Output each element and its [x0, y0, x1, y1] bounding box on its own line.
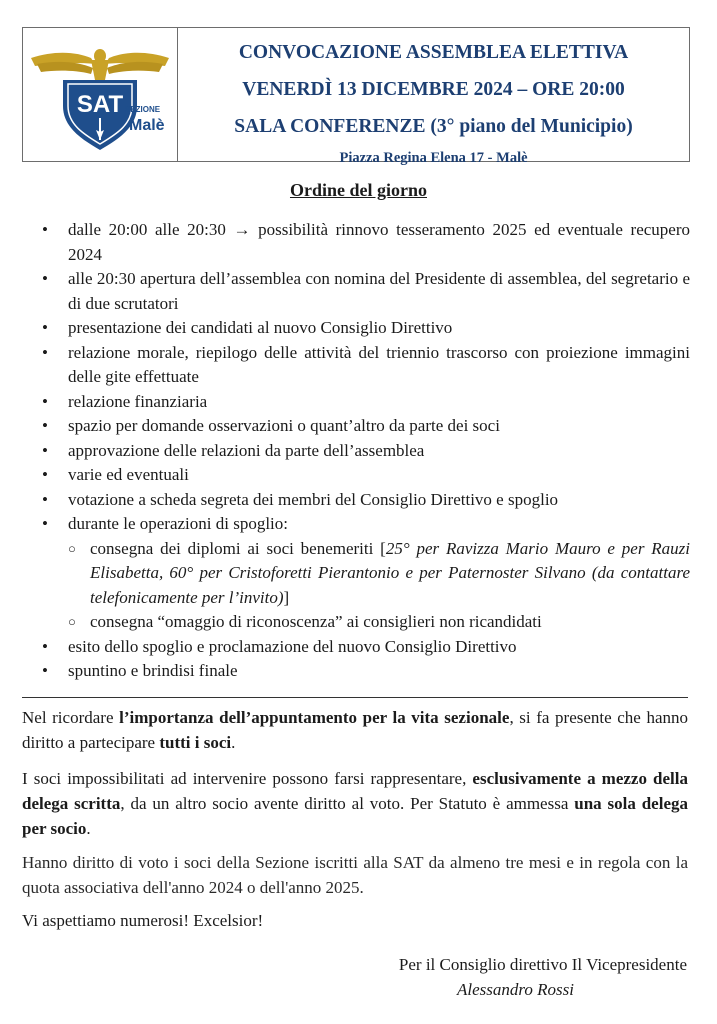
bullet-icon: •	[42, 220, 48, 239]
agenda-item	[42, 659, 690, 684]
agenda-item	[42, 463, 690, 488]
circle-bullet-icon: ○	[68, 614, 76, 629]
agenda-item-text: dalle 20:00 alle 20:30 → possibilità rinnovo tesseramento 2025 ed eventuale recupero 2024	[68, 220, 690, 264]
subitem-text: consegna dei diplomi ai soci benemeriti [	[90, 538, 386, 558]
header-title-venue: SALA CONFERENZE (3° piano del Municipio)	[234, 116, 633, 137]
subitem-text: consegna “omaggio di riconoscenza” ai consiglieri non ricandidati	[90, 612, 542, 631]
bullet-icon: •	[42, 318, 48, 337]
bullet-icon: •	[42, 636, 48, 656]
agenda-list	[42, 218, 690, 684]
agenda-item	[42, 414, 690, 439]
bullet-icon: •	[42, 489, 48, 509]
agenda-item-text: varie ed eventuali	[68, 465, 189, 484]
paragraph-closing: Vi aspettiamo numerosi! Excelsior!	[22, 911, 264, 930]
agenda-item-text: relazione finanziaria	[68, 391, 208, 411]
header-titles	[178, 28, 689, 166]
subitem-end: ]	[283, 587, 290, 607]
logo-place: Malè	[129, 117, 165, 134]
agenda-item	[42, 390, 690, 415]
text-run: , da un altro socio avente diritto al voto. Per Statuto è ammessa	[120, 794, 575, 813]
bullet-icon: •	[42, 514, 48, 533]
paragraph-delegation	[22, 766, 688, 841]
header-title-line1: CONVOCAZIONE ASSEMBLEA ELETTIVA	[238, 42, 629, 63]
divider-line	[22, 697, 688, 698]
bullet-icon: •	[42, 440, 48, 460]
agenda-item-text: durante le operazioni di spoglio:	[68, 514, 288, 533]
circle-bullet-icon: ○	[68, 540, 76, 556]
agenda-item-text: alle 20:30 apertura dell’assemblea con nomina del Presidente di assemblea, del segretario e di due scrutatori	[68, 269, 690, 313]
agenda-item-text: approvazione delle relazioni da parte dell’assemblea	[68, 440, 425, 460]
header-title-date: VENERDÌ 13 DICEMBRE 2024 – ORE 20:00	[242, 79, 625, 100]
paragraph-voting-rights: Hanno diritto di voto i soci della Sezione iscritti alla SAT da almeno tre mesi e in regola con la quota associativa dell'anno 2024 o dell'anno 2025.	[22, 853, 688, 897]
logo-acronym: SAT	[76, 91, 124, 118]
agenda-item-text: relazione morale, riepilogo delle attività del triennio trascorso con proiezione immagini delle gite effettuate	[68, 342, 690, 386]
text-run: , si fa presente che hanno diritto a partecipare	[22, 708, 689, 752]
text-run: I soci impossibilitati ad intervenire possono farsi rappresentare,	[22, 769, 473, 788]
text-run: .	[231, 733, 236, 752]
agenda-item	[42, 218, 690, 267]
bullet-icon: •	[42, 342, 48, 362]
bullet-icon: •	[42, 269, 48, 288]
bullet-icon: •	[42, 661, 48, 680]
agenda-item	[42, 439, 690, 464]
text-run: Nel ricordare	[22, 708, 120, 727]
bullet-icon: •	[42, 391, 48, 411]
text-run: .	[86, 819, 91, 838]
agenda-item-text: spazio per domande osservazioni o quant’altro da parte dei soci	[68, 416, 500, 435]
agenda-item	[42, 341, 690, 390]
header-box	[22, 27, 690, 166]
logo-sezione-label: SEZIONE	[125, 105, 161, 114]
bold-run: una sola delega per socio	[22, 794, 688, 838]
bullet-icon: •	[42, 465, 48, 484]
signature-name: Alessandro Rossi	[457, 980, 574, 999]
bold-run: esclusivamente a mezzo della delega scritta	[22, 769, 688, 813]
signature-block	[399, 952, 687, 1002]
agenda-item	[42, 316, 690, 341]
header-address: Piazza Regina Elena 17 - Malè	[339, 150, 528, 166]
agenda-item	[42, 635, 690, 660]
bold-run: tutti i soci	[159, 733, 232, 752]
agenda-item-text: spuntino e brindisi finale	[68, 661, 238, 680]
logo-cell	[23, 28, 178, 161]
subitem-italic-text: 25° per Ravizza Mario Mauro e per Rauzi Elisabetta, 60° per Cristoforetti Pierantonio e per Paternoster Silvano (da contattare telefonicamente per l’invito)	[90, 538, 691, 607]
agenda-title: Ordine del giorno	[289, 180, 427, 200]
signature-role: Per il Consiglio direttivo Il Vicepresidente	[398, 955, 687, 974]
agenda-item	[42, 267, 690, 316]
bullet-icon: •	[42, 416, 48, 435]
sat-logo-icon	[25, 36, 175, 154]
paragraph-importance	[22, 705, 688, 755]
agenda-item-text: votazione a scheda segreta dei membri del Consiglio Direttivo e spoglio	[68, 489, 559, 509]
agenda-item	[42, 512, 690, 537]
agenda-item-text: presentazione dei candidati al nuovo Consiglio Direttivo	[68, 318, 453, 337]
agenda-subitem	[42, 537, 690, 611]
bold-run: l’importanza dell’appuntamento per la vita sezionale	[119, 708, 510, 727]
agenda-item-text: esito dello spoglio e proclamazione del nuovo Consiglio Direttivo	[68, 636, 517, 656]
agenda-subitem	[42, 610, 690, 635]
agenda-item	[42, 488, 690, 513]
